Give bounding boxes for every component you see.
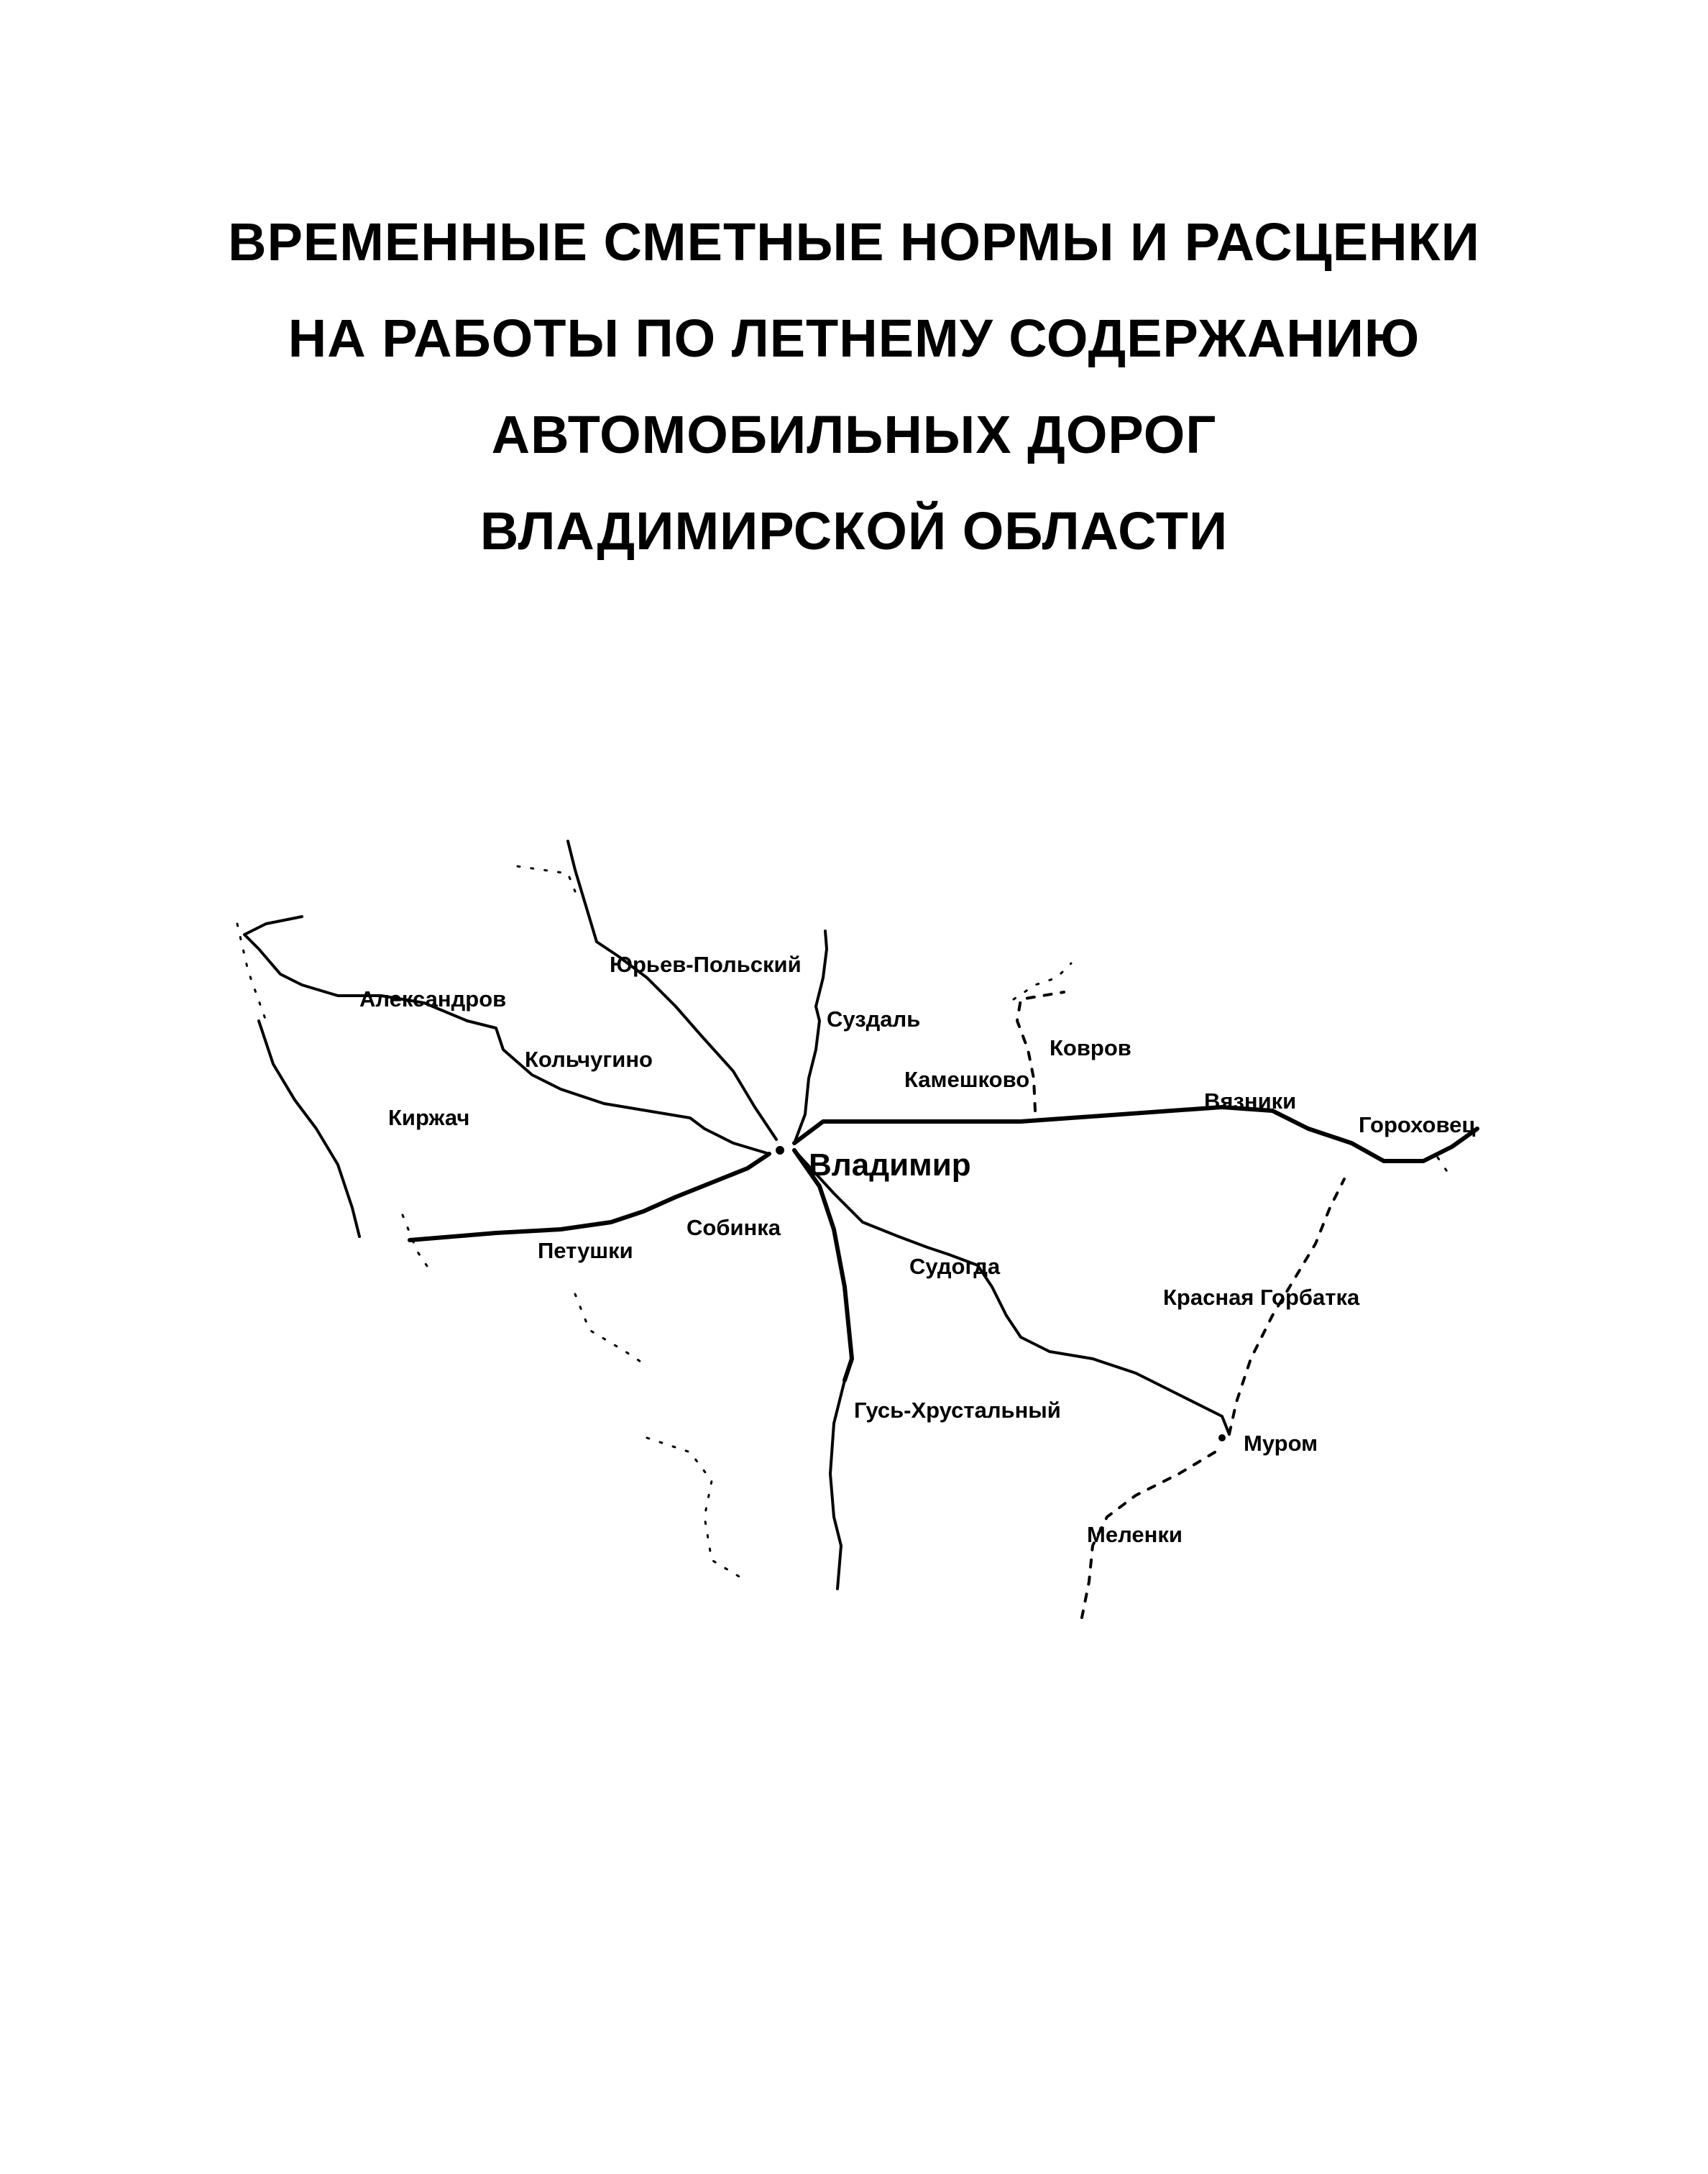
title-line-1: ВРЕМЕННЫЕ СМЕТНЫЕ НОРМЫ И РАСЦЕНКИ <box>228 212 1480 272</box>
border-northeast <box>1014 963 1071 999</box>
city-label-kameshkovo: Камешково <box>904 1067 1030 1092</box>
city-label-kirzhach: Киржач <box>388 1105 470 1130</box>
city-dot-vladimir <box>776 1146 784 1155</box>
city-labels <box>359 952 1475 1547</box>
city-label-suzdal: Суздаль <box>827 1006 921 1032</box>
city-label-petushki: Петушки <box>538 1238 633 1263</box>
city-label-melenki: Меленки <box>1087 1522 1183 1547</box>
city-label-gorokhovets: Гороховец <box>1359 1112 1476 1137</box>
city-label-kolchugino: Кольчугино <box>525 1047 653 1072</box>
border-east <box>1438 1157 1452 1179</box>
city-label-sudogda: Судогда <box>909 1254 1001 1279</box>
road-vladimir-kolchugino <box>467 1021 769 1154</box>
road-vladimir-suzdal <box>794 1006 819 1143</box>
road-vladimir-vyazniki <box>794 1107 1272 1143</box>
border-west <box>237 924 266 1021</box>
city-label-vyazniki: Вязники <box>1204 1088 1297 1114</box>
title-line-3: АВТОМОБИЛЬНЫХ ДОРОГ <box>491 405 1217 464</box>
city-label-krasnaya-gorbatka: Красная Горбатка <box>1163 1285 1360 1310</box>
road-network <box>244 841 1477 1618</box>
border-north <box>518 866 575 891</box>
city-label-vladimir: Владимир <box>809 1147 971 1183</box>
city-dot-murom <box>1218 1434 1226 1441</box>
city-label-aleksandrov: Александров <box>359 986 507 1012</box>
road-vladimir-gus <box>794 1150 852 1380</box>
border-southwest <box>403 1215 431 1272</box>
title-line-4: ВЛАДИМИРСКОЙ ОБЛАСТИ <box>479 501 1229 561</box>
city-label-murom: Муром <box>1244 1431 1318 1456</box>
road-suzdal-yuryev <box>816 931 827 1006</box>
region-border <box>237 866 1452 1582</box>
city-label-sobinka: Собинка <box>687 1215 781 1240</box>
title-line-2: НА РАБОТЫ ПО ЛЕТНЕМУ СОДЕРЖАНИЮ <box>288 308 1420 368</box>
border-south-2 <box>647 1438 748 1582</box>
border-south-1 <box>575 1294 647 1366</box>
city-label-gus-khrustalny: Гусь-Хрустальный <box>854 1398 1061 1423</box>
city-label-kovrov: Ковров <box>1050 1035 1131 1060</box>
city-label-yuryev-polsky: Юрьев-Польский <box>610 952 802 977</box>
road-yuryev-north <box>568 841 597 942</box>
road-gus-south <box>830 1380 845 1589</box>
road-kirzhach <box>259 1021 359 1237</box>
